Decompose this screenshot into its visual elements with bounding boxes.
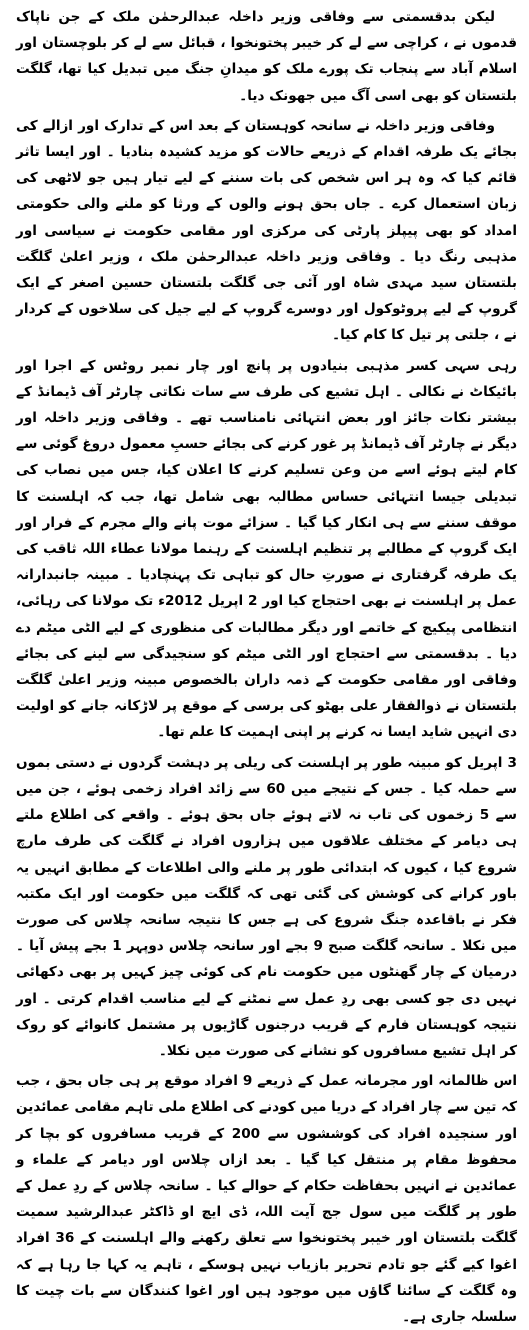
- paragraph-3: رہی سہی کسر مذہبی بنیادوں پر پانچ اور چار نمبر روٹس کے اجرا اور بائیکاٹ نے نکالی ۔ اہل تشیع کی طرف سے سات نکاتی چارٹر آف ڈیمانڈ کے بیشتر نکات جائز اور بعض انتہائی نامناسب تھے ۔ وفاقی وزیر داخلہ اور دیگر نے چارٹر آف ڈیمانڈ پر غور کرنے کی بجائے حسبِ معمول دروغ گوئی سے کام لیتے ہوئے اسے من وعن تسلیم کرنے کا اعلان کیا، جس میں نصاب کی تبدیلی جیسا انتہائی حساس مطالبہ بھی شامل تھا، جب کہ اہلسنت کا موقف سننے سے ہی انکار کیا گیا ۔ سزائے موت پانے والے مجرم کے فرار اور ایک گروپ کے مطالبے پر تنظیم اہلسنت کے رہنما مولانا عطاء اللہ ثاقب کی یک طرفہ گرفتاری نے صورتِ حال کو تباہی تک پہنچادیا ۔ مبینہ جانبدارانہ عمل پر اہلسنت نے بھی احتجاج کیا اور 2 اپریل 2012ء تک مولانا کی رہائی، انتظامی پیکیج کے خاتمے اور دیگر مطالبات کی منظوری کے لیے الٹی میٹم دے دیا ۔ بدقسمتی سے احتجاج اور الٹی میٹم کو سنجیدگی سے لینے کی بجائے وفاقی اور مقامی حکومت کے ذمہ داران بالخصوص مبینہ وزیر اعلیٰ گلگت بلتستان نے ذوالفقار علی بھٹو کی برسی کے موقع پر لاڑکانہ جانے کو اولیت دی انہیں شاید ایسا نہ کرنے پر اپنی اہمیت کا علم تھا۔: [16, 357, 518, 741]
- paragraph-1: لیکن بدقسمتی سے وفاقی وزیر داخلہ عبدالرحمٰن ملک کے جن ناپاک قدموں نے ، کراچی سے لے کر خیبر پختونخوا ، قبائل سے لے کر بلوچستان اور اسلام آباد سے پنجاب تک پورے ملک کو میدانِ جنگ میں تبدیل کیا تھا، گلگت بلتستان کو بھی اسی آگ میں جھونک دیا۔: [16, 9, 517, 104]
- paragraph-2: وفاقی وزیر داخلہ نے سانحہ کوہستان کے بعد اس کے تدارک اور ازالے کی بجائے یک طرفہ اقدام کے ذریعے حالات کو مزید کشیدہ بنادیا ۔ اور ایسا تاثر قائم کیا کہ وہ ہر اس شخص کی بات سننے کے لیے تیار ہیں جو لاٹھی کی زبان استعمال کرے ۔ جاں بحق ہونے والوں کے ورثا کو ملنے والی حکومتی امداد کو بھی پیپلز پارٹی کی مرکزی اور مقامی حکومت نے سیاسی اور مذہبی رنگ دیا ۔ وفاقی وزیر داخلہ عبدالرحمٰن ملک ، وزیر اعلیٰ گلگت بلتستان سید مہدی شاہ اور آئی جی گلگت بلتستان حسین اصغر کے ایک گروپ کے لیے پروٹوکول اور دوسرے گروپ کے لیے جیل کی سلاخوں کے کردار نے ، جلتی پر تیل کا کام کیا۔: [16, 117, 517, 344]
- paragraph-5: اس ظالمانہ اور مجرمانہ عمل کے ذریعے 9 افراد موقع پر ہی جاں بحق ، جب کہ تین سے چار افراد کے دریا میں کودنے کی اطلاع ملی تاہم مقامی عمائدین اور سنجیدہ افراد کی کوششوں سے 200 کے قریب مسافروں کو بچا کر محفوظ مقام پر منتقل کیا گیا ۔ بعد ازاں چلاس اور دیامر کے علماء و عمائدین نے انہیں بحفاظت حکام کے حوالے کیا ۔ سانحہ چلاس کے ردِ عمل کے طور پر گلگت میں سول جج آیت اللہ، ڈی ایچ او ڈاکٹر عبدالرشید سمیت گلگت بلتستان اور خیبر پختونخوا سے تعلق رکھنے والے اہلسنت کے 36 افراد اغوا کیے گئے جو تادم تحریر بازیاب نہیں ہوسکے ، تاہم یہ کہا جا رہا ہے کہ وہ گلگت کے سائنا گاؤں میں موجود ہیں اور اغوا کنندگان سے بات چیت کا سلسلہ جاری ہے۔: [16, 1073, 517, 1325]
- paragraph-4: 3 اپریل کو مبینہ طور پر اہلسنت کی ریلی پر دہشت گردوں نے دستی بموں سے حملہ کیا ۔ جس کے نتیجے میں 60 سے زائد افراد زخمی ہوئے ، جن میں سے 5 زخموں کی تاب نہ لاتے ہوئے جاں بحق ہوئے ۔ واقعے کی اطلاع ملتے ہی دیامر کے مختلف علاقوں میں ہزاروں افراد نے گلگت کی طرف مارچ شروع کیا ، کیوں کہ ابتدائی طور پر ملنے والی اطلاعات کے مطابق انہیں یہ باور کرانے کی کوشش کی گئی تھی کہ گلگت میں حکومت اور ایک مکتبہ فکر نے باقاعدہ جنگ شروع کی ہے جس کا نتیجہ سانحہ چلاس کی صورت میں نکلا ۔ سانحہ گلگت صبح 9 بجے اور سانحہ چلاس دوپہر 1 بجے پیش آیا ۔ درمیان کے چار گھنٹوں میں حکومت نام کی کوئی چیز کہیں پر بھی دکھائی نہیں دی جو کسی بھی ردِ عمل سے نمٹنے کے لیے مناسب اقدام کرتی ۔ اور نتیجہ کوہستان فارم کے قریب درجنوں گاڑیوں پر مشتمل کانوائے کو روک کر اہل تشیع مسافروں کو نشانے کی صورت میں نکلا۔: [16, 754, 517, 1059]
